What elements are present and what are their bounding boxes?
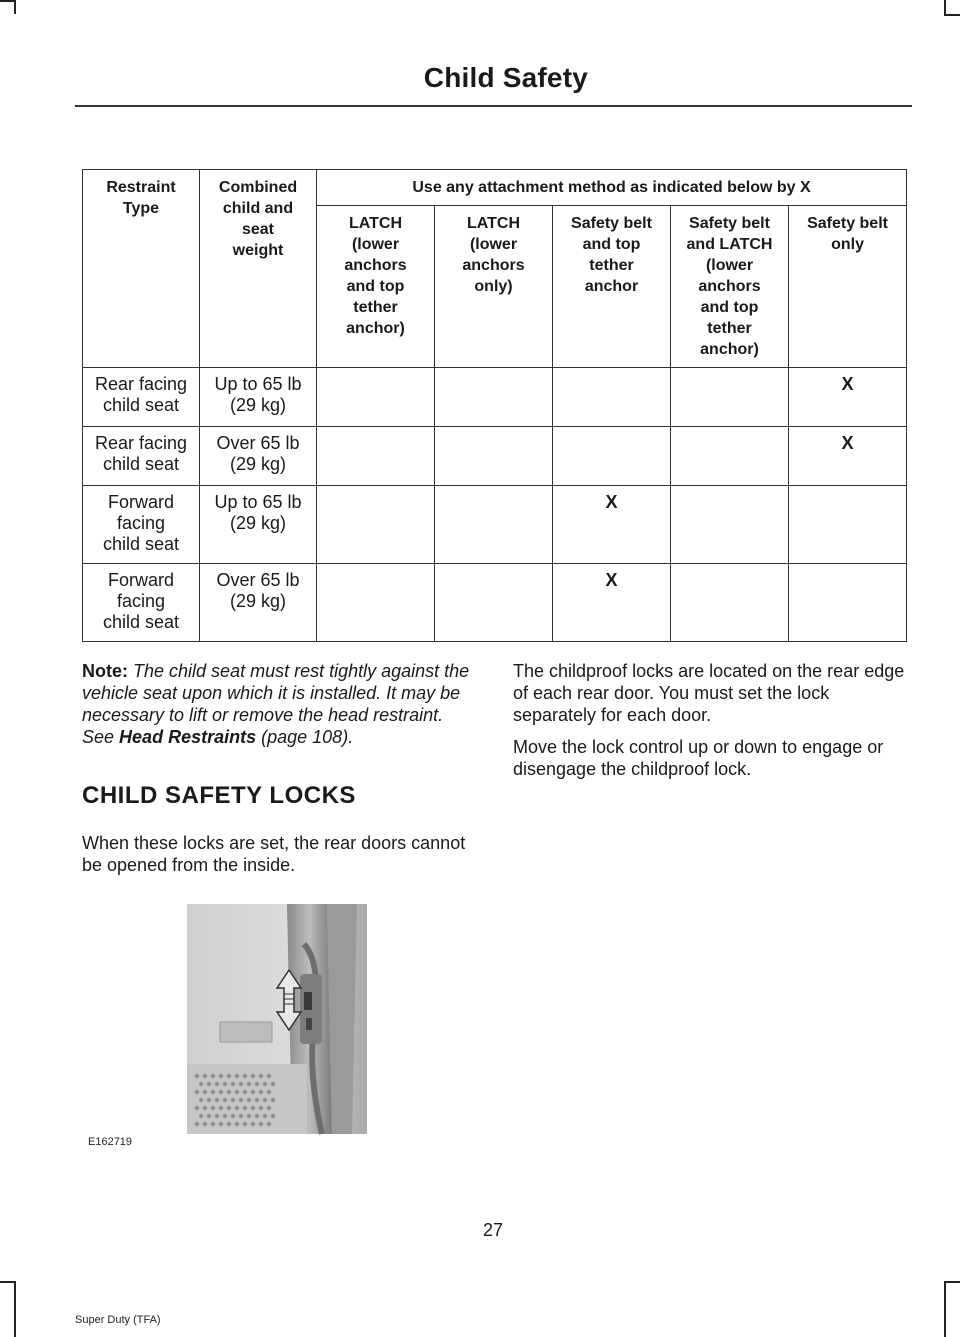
left-column xyxy=(82,660,472,886)
cell-mark: X xyxy=(789,368,907,427)
right-column xyxy=(513,660,913,790)
cell-mark xyxy=(317,368,435,427)
header-method: Safety belt and LATCH (lower anchors and top tether anchor) xyxy=(671,206,789,368)
child-lock-illustration xyxy=(82,904,442,1154)
cell-mark xyxy=(435,368,553,427)
cell-restraint-type: Rear facing child seat xyxy=(83,427,200,486)
page-number: 27 xyxy=(482,1220,504,1240)
lock-control-paragraph: Move the lock control up or down to engage or disengage the childproof lock. xyxy=(513,737,884,779)
note-text: The child seat must rest tightly against the vehicle seat upon which it is installed. It may be necessary to lift or remove the head restraint. See xyxy=(82,661,470,747)
crop-mark xyxy=(944,1281,946,1337)
attachment-method-table xyxy=(82,169,907,642)
cell-weight: Up to 65 lb (29 kg) xyxy=(200,368,317,427)
cell-mark xyxy=(435,486,553,564)
cell-restraint-type: Rear facing child seat xyxy=(83,368,200,427)
section-intro: When these locks are set, the rear doors cannot be opened from the inside. xyxy=(82,833,466,875)
crop-mark xyxy=(14,1281,16,1337)
table-row xyxy=(83,427,907,486)
footer-model: Super Duty (TFA) xyxy=(75,1314,161,1326)
header-rule xyxy=(75,105,912,107)
crop-mark xyxy=(0,1281,14,1283)
crop-mark xyxy=(944,0,946,14)
header-restraint-type: Restraint Type xyxy=(83,170,200,368)
note-paragraph xyxy=(82,660,472,748)
header-method: Safety belt and top tether anchor xyxy=(553,206,671,368)
cell-mark xyxy=(789,486,907,564)
header-method: LATCH (lower anchors only) xyxy=(435,206,553,368)
cell-mark: X xyxy=(553,486,671,564)
door-lock-drawing xyxy=(82,904,442,1154)
crop-mark xyxy=(0,0,14,2)
table-row xyxy=(83,486,907,564)
note-label: Note: xyxy=(82,661,128,681)
cell-mark xyxy=(671,427,789,486)
header-combined-weight: Combined child and seat weight xyxy=(200,170,317,368)
cell-mark xyxy=(553,368,671,427)
table-row xyxy=(83,368,907,427)
crop-mark xyxy=(944,14,960,16)
cell-mark xyxy=(317,427,435,486)
figure-code: E162719 xyxy=(88,1136,133,1148)
cell-mark xyxy=(671,564,789,642)
cell-restraint-type: Forward facing child seat xyxy=(83,564,200,642)
note-page-ref: (page 108). xyxy=(261,727,354,747)
cell-mark xyxy=(553,427,671,486)
cell-mark xyxy=(317,486,435,564)
head-restraints-link[interactable]: Head Restraints xyxy=(119,727,257,747)
cell-restraint-type: Forward facing child seat xyxy=(83,486,200,564)
cell-mark xyxy=(671,486,789,564)
cell-weight: Over 65 lb (29 kg) xyxy=(200,564,317,642)
header-method: Safety belt only xyxy=(789,206,907,368)
cell-weight: Over 65 lb (29 kg) xyxy=(200,427,317,486)
crop-mark xyxy=(14,0,16,14)
header-method: LATCH (lower anchors and top tether anchor) xyxy=(317,206,435,368)
cell-mark: X xyxy=(789,427,907,486)
lock-location-paragraph: The childproof locks are located on the rear edge of each rear door. You must set the lock separately for each door. xyxy=(513,661,905,725)
header-attachment-group: Use any attachment method as indicated below by X xyxy=(317,170,907,206)
cell-mark xyxy=(789,564,907,642)
table-row xyxy=(83,564,907,642)
cell-mark: X xyxy=(553,564,671,642)
page-title: Child Safety xyxy=(423,62,588,93)
cell-mark xyxy=(435,564,553,642)
section-heading: CHILD SAFETY LOCKS xyxy=(82,782,356,809)
cell-weight: Up to 65 lb (29 kg) xyxy=(200,486,317,564)
cell-mark xyxy=(317,564,435,642)
cell-mark xyxy=(671,368,789,427)
crop-mark xyxy=(944,1281,960,1283)
cell-mark xyxy=(435,427,553,486)
